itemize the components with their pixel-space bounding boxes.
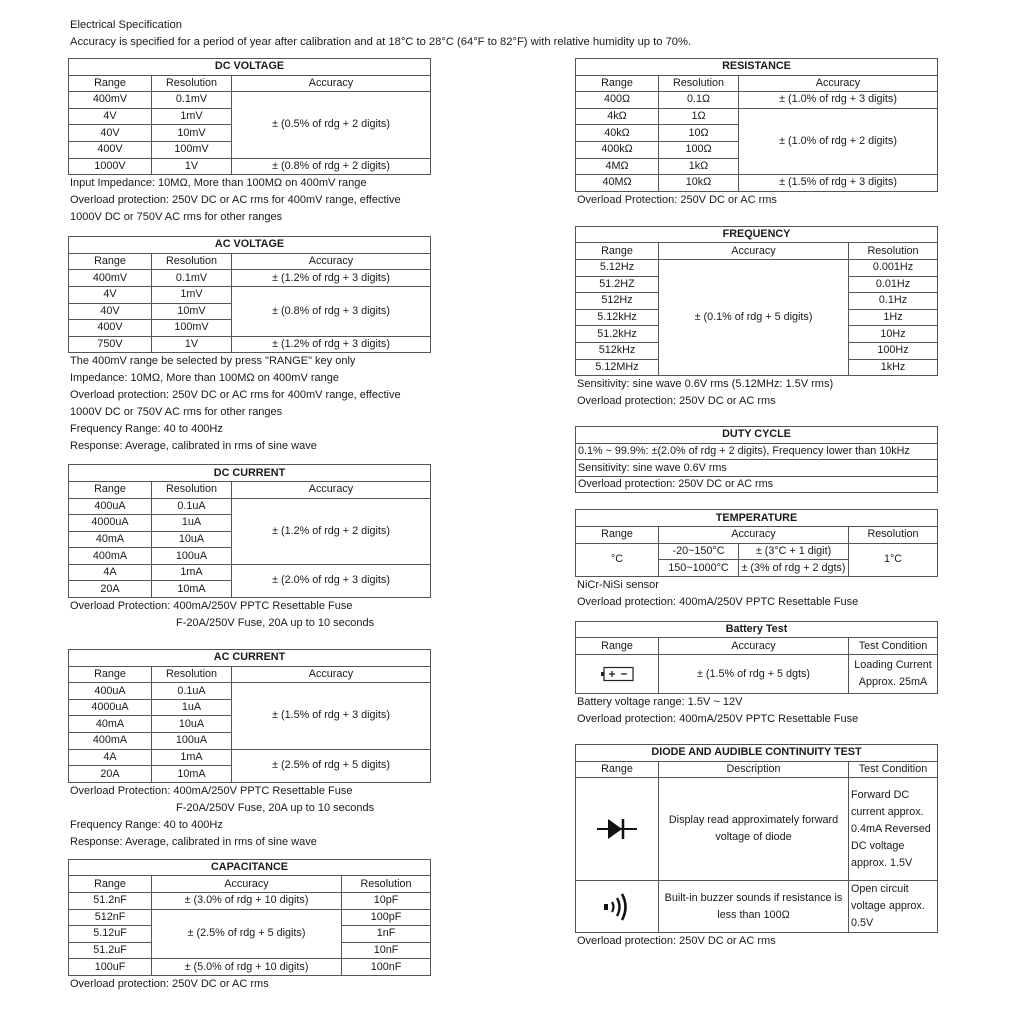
accuracy-cell: ± (1.2% of rdg + 3 digits) <box>232 336 431 353</box>
range-cell: 400mA <box>69 733 152 750</box>
accuracy-cell: ± (3% of rdg + 2 dgts) <box>739 560 849 577</box>
note: Overload Protection: 400mA/250V PPTC Resettable Fuse <box>70 600 353 613</box>
header-cell: Description <box>659 761 849 778</box>
header-cell: Range <box>69 253 152 270</box>
header-cell: Range <box>69 75 152 92</box>
battery-icon <box>600 666 634 682</box>
header-cell: Test Condition <box>849 761 938 778</box>
header-cell: Accuracy <box>232 75 431 92</box>
range-cell: 512nF <box>69 909 152 926</box>
table-title: RESISTANCE <box>576 59 938 76</box>
dc-voltage-table <box>68 58 431 175</box>
accuracy-cell: ± (0.1% of rdg + 5 digits) <box>659 259 849 375</box>
header-cell: Resolution <box>152 481 232 498</box>
left-column <box>68 58 431 993</box>
note: F-20A/250V Fuse, 20A up to 10 seconds <box>176 801 375 814</box>
right-column <box>575 58 938 950</box>
range-cell: 400mV <box>69 270 152 287</box>
table-title: DUTY CYCLE <box>576 427 938 444</box>
resolution-cell: 1V <box>152 336 232 353</box>
resolution-cell: 1°C <box>849 543 938 576</box>
header-cell: Accuracy <box>232 666 431 683</box>
resolution-cell: 0.1uA <box>152 498 232 515</box>
resolution-cell: 1mA <box>152 564 232 581</box>
note: Sensitivity: sine wave 0.6V rms (5.12MHz: 1.5V rms) <box>577 378 834 391</box>
resolution-cell: 1Hz <box>849 309 938 326</box>
resolution-cell: 1mV <box>152 286 232 303</box>
range-cell <box>576 881 659 933</box>
resolution-cell: 1mV <box>152 108 232 125</box>
duty-row: 0.1% ~ 99.9%: ±(2.0% of rdg + 2 digits), Frequency lower than 10kHz <box>576 443 938 460</box>
resolution-cell: 10nF <box>342 942 431 959</box>
resolution-cell: 100nF <box>342 959 431 976</box>
resolution-cell: 10kΩ <box>659 175 739 192</box>
header-cell: Resolution <box>152 253 232 270</box>
header-cell: Resolution <box>152 75 232 92</box>
resolution-cell: 10mA <box>152 581 232 598</box>
range-cell: 51.2nF <box>69 893 152 910</box>
range-cell: 100uF <box>69 959 152 976</box>
note: Impedance: 10MΩ, More than 100MΩ on 400mV range <box>70 372 339 385</box>
range-cell: 4A <box>69 564 152 581</box>
resolution-cell: 10pF <box>342 893 431 910</box>
note: Overload protection: 250V DC or AC rms <box>577 935 776 948</box>
accuracy-cell: ± (0.5% of rdg + 2 digits) <box>232 92 431 158</box>
duty-row: Overload protection: 250V DC or AC rms <box>576 476 938 493</box>
table-title: DC CURRENT <box>69 465 431 482</box>
table-title: DC VOLTAGE <box>69 59 431 76</box>
note: Overload protection: 250V DC or AC rms for 400mV range, effective <box>70 389 401 402</box>
range-cell: 400Ω <box>576 92 659 109</box>
accuracy-cell: ± (2.5% of rdg + 5 digits) <box>152 909 342 959</box>
note: Battery voltage range: 1.5V ~ 12V <box>577 696 743 709</box>
note: Overload Protection: 400mA/250V PPTC Resettable Fuse <box>70 784 353 797</box>
range-cell: 400uA <box>69 683 152 700</box>
resolution-cell: 100uA <box>152 548 232 565</box>
dc-current-table <box>68 464 431 598</box>
resolution-cell: 10uA <box>152 531 232 548</box>
range-cell: 4V <box>69 286 152 303</box>
temp-range-cell: -20~150°C <box>659 543 739 560</box>
header-cell: Test Condition <box>849 638 938 655</box>
resolution-cell: 1kHz <box>849 359 938 376</box>
header-cell: Range <box>69 876 152 893</box>
range-cell: 51.2uF <box>69 942 152 959</box>
resolution-cell: 1mA <box>152 749 232 766</box>
range-cell: 20A <box>69 766 152 783</box>
temperature-table <box>575 509 938 576</box>
range-cell: 5.12uF <box>69 926 152 943</box>
diode-continuity-table <box>575 744 938 933</box>
range-cell: 20A <box>69 581 152 598</box>
range-cell: 512kHz <box>576 342 659 359</box>
accuracy-cell: ± (1.0% of rdg + 2 digits) <box>739 108 938 174</box>
range-cell: 40V <box>69 125 152 142</box>
header-cell: Accuracy <box>152 876 342 893</box>
frequency-table <box>575 226 938 376</box>
resolution-cell: 0.1mV <box>152 270 232 287</box>
test-condition-cell: Open circuit voltage approx. 0.5V <box>849 881 938 933</box>
resolution-cell: 100mV <box>152 141 232 158</box>
range-cell: 51.2HZ <box>576 276 659 293</box>
resolution-cell: 1Ω <box>659 108 739 125</box>
range-cell: 40kΩ <box>576 125 659 142</box>
note: Overload protection: 250V DC or AC rms <box>577 395 776 408</box>
header-cell: Range <box>576 761 659 778</box>
note: Overload protection: 400mA/250V PPTC Resettable Fuse <box>577 713 859 726</box>
note: Input Impedance: 10MΩ, More than 100MΩ on 400mV range <box>70 177 367 190</box>
header-cell: Range <box>576 527 659 544</box>
range-cell: 40V <box>69 303 152 320</box>
resolution-cell: 10uA <box>152 716 232 733</box>
table-title: AC CURRENT <box>69 650 431 667</box>
range-cell: 1000V <box>69 158 152 175</box>
range-cell: 4MΩ <box>576 158 659 175</box>
table-title: FREQUENCY <box>576 226 938 243</box>
note: Response: Average, calibrated in rms of sine wave <box>70 440 317 453</box>
note: 1000V DC or 750V AC rms for other ranges <box>70 406 283 419</box>
table-title: Battery Test <box>576 621 938 638</box>
resolution-cell: 10mV <box>152 125 232 142</box>
duty-row: Sensitivity: sine wave 0.6V rms <box>576 460 938 477</box>
table-title: CAPACITANCE <box>69 859 431 876</box>
range-cell: 51.2kHz <box>576 326 659 343</box>
range-cell <box>576 655 659 694</box>
accuracy-cell: ± (0.8% of rdg + 3 digits) <box>232 286 431 336</box>
header-cell: Resolution <box>152 666 232 683</box>
range-cell <box>576 778 659 881</box>
resolution-cell: 1uA <box>152 515 232 532</box>
resolution-cell: 0.1uA <box>152 683 232 700</box>
accuracy-cell: ± (1.5% of rdg + 5 dgts) <box>659 655 849 694</box>
header-cell: Accuracy <box>232 253 431 270</box>
header-cell: Resolution <box>849 243 938 260</box>
table-title: TEMPERATURE <box>576 510 938 527</box>
resolution-cell: 10mV <box>152 303 232 320</box>
condition-line: Approx. 25mA <box>858 676 928 689</box>
range-cell: 4V <box>69 108 152 125</box>
resolution-cell: 0.1Hz <box>849 293 938 310</box>
range-cell: 4000uA <box>69 515 152 532</box>
resolution-cell: 0.001Hz <box>849 259 938 276</box>
header-cell: Resolution <box>659 75 739 92</box>
note: Overload Protection: 250V DC or AC rms <box>577 193 777 206</box>
condition-line: Loading Current <box>854 659 932 672</box>
diode-icon <box>596 817 638 841</box>
table-title: AC VOLTAGE <box>69 237 431 254</box>
range-cell: 40mA <box>69 531 152 548</box>
resolution-cell: 100uA <box>152 733 232 750</box>
resolution-cell: 10mA <box>152 766 232 783</box>
note: Overload protection: 250V DC or AC rms <box>70 977 269 990</box>
resolution-cell: 1kΩ <box>659 158 739 175</box>
accuracy-cell: ± (1.2% of rdg + 2 digits) <box>232 498 431 564</box>
description-cell: Built-in buzzer sounds if resistance is less than 100Ω <box>659 881 849 933</box>
buzzer-icon <box>602 892 632 922</box>
table-title: DIODE AND AUDIBLE CONTINUITY TEST <box>576 745 938 762</box>
header-cell: Resolution <box>849 527 938 544</box>
capacitance-table <box>68 859 431 976</box>
note: 1000V DC or 750V AC rms for other ranges <box>70 211 283 224</box>
note: Overload protection: 400mA/250V PPTC Resettable Fuse <box>577 595 859 608</box>
note: NiCr-NiSi sensor <box>577 578 659 591</box>
note: The 400mV range be selected by press "RANGE" key only <box>70 355 356 368</box>
accuracy-cell: ± (5.0% of rdg + 10 digits) <box>152 959 342 976</box>
description-cell: Display read approximately forward voltage of diode <box>659 778 849 881</box>
header-cell: Accuracy <box>659 527 849 544</box>
resolution-cell: 1nF <box>342 926 431 943</box>
range-cell: 5.12Hz <box>576 259 659 276</box>
accuracy-cell: ± (1.0% of rdg + 3 digits) <box>739 92 938 109</box>
resolution-cell: 10Hz <box>849 326 938 343</box>
header-cell: Resolution <box>342 876 431 893</box>
range-cell: 4000uA <box>69 699 152 716</box>
accuracy-cell: ± (0.8% of rdg + 2 digits) <box>232 158 431 175</box>
header-cell: Range <box>576 243 659 260</box>
range-cell: 400mA <box>69 548 152 565</box>
note: Frequency Range: 40 to 400Hz <box>70 818 223 831</box>
duty-cycle-table <box>575 426 938 493</box>
range-cell: 400mV <box>69 92 152 109</box>
resolution-cell: 100Hz <box>849 342 938 359</box>
ac-voltage-table <box>68 236 431 353</box>
accuracy-cell: ± (2.0% of rdg + 3 digits) <box>232 564 431 597</box>
range-cell: 40MΩ <box>576 175 659 192</box>
note: Response: Average, calibrated in rms of sine wave <box>70 835 317 848</box>
header-cell: Range <box>576 75 659 92</box>
accuracy-cell: ± (3°C + 1 digit) <box>739 543 849 560</box>
range-cell: 400V <box>69 141 152 158</box>
accuracy-cell: ± (1.5% of rdg + 3 digits) <box>739 175 938 192</box>
header-cell: Range <box>576 638 659 655</box>
test-condition-cell <box>849 655 938 694</box>
intro-line: Accuracy is specified for a period of year after calibration and at 18°C to 28°C (64°F to 82°F) with relative humidity up to 70%. <box>70 36 692 48</box>
range-cell: 750V <box>69 336 152 353</box>
header-cell: Accuracy <box>659 243 849 260</box>
accuracy-cell: ± (1.5% of rdg + 3 digits) <box>232 683 431 749</box>
accuracy-cell: ± (1.2% of rdg + 3 digits) <box>232 270 431 287</box>
resistance-table <box>575 58 938 192</box>
battery-test-table <box>575 621 938 694</box>
header-cell: Range <box>69 481 152 498</box>
resolution-cell: 100pF <box>342 909 431 926</box>
resolution-cell: 0.1Ω <box>659 92 739 109</box>
note: F-20A/250V Fuse, 20A up to 10 seconds <box>176 617 375 630</box>
resolution-cell: 100mV <box>152 320 232 337</box>
ac-current-table <box>68 649 431 783</box>
header-cell: Accuracy <box>659 638 849 655</box>
test-condition-cell: Forward DC current approx. 0.4mA Reversed DC voltage approx. 1.5V <box>849 778 938 881</box>
header-cell: Accuracy <box>739 75 938 92</box>
intro <box>70 17 691 51</box>
resolution-cell: 10Ω <box>659 125 739 142</box>
header-cell: Range <box>69 666 152 683</box>
range-cell: 512Hz <box>576 293 659 310</box>
range-cell: 5.12MHz <box>576 359 659 376</box>
range-cell: 400uA <box>69 498 152 515</box>
accuracy-cell: ± (2.5% of rdg + 5 digits) <box>232 749 431 782</box>
range-cell: 5.12kHz <box>576 309 659 326</box>
resolution-cell: 1V <box>152 158 232 175</box>
note: Frequency Range: 40 to 400Hz <box>70 423 223 436</box>
range-cell: °C <box>576 543 659 576</box>
range-cell: 4kΩ <box>576 108 659 125</box>
range-cell: 400kΩ <box>576 141 659 158</box>
range-cell: 4A <box>69 749 152 766</box>
range-cell: 40mA <box>69 716 152 733</box>
note: Overload protection: 250V DC or AC rms for 400mV range, effective <box>70 194 401 207</box>
resolution-cell: 0.01Hz <box>849 276 938 293</box>
intro-title: Electrical Specification <box>70 19 182 31</box>
header-cell: Accuracy <box>232 481 431 498</box>
accuracy-cell: ± (3.0% of rdg + 10 digits) <box>152 893 342 910</box>
resolution-cell: 1uA <box>152 699 232 716</box>
resolution-cell: 100Ω <box>659 141 739 158</box>
resolution-cell: 0.1mV <box>152 92 232 109</box>
range-cell: 400V <box>69 320 152 337</box>
temp-range-cell: 150~1000°C <box>659 560 739 577</box>
